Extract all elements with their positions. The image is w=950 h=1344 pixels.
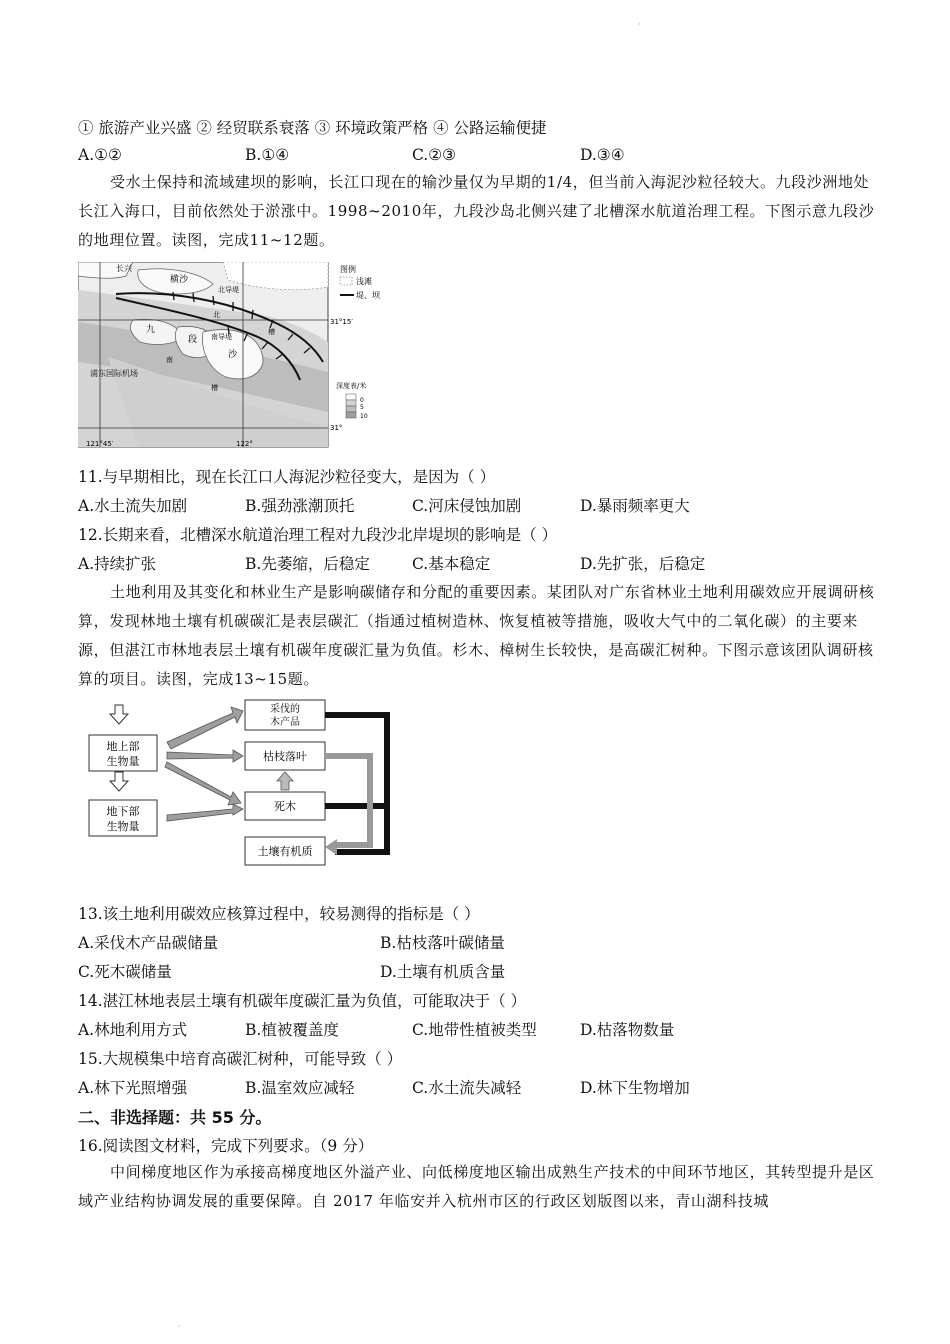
q12-option-d: D.先扩张，后稳定 — [580, 555, 706, 573]
q15-option-b: B.温室效应减轻 — [245, 1079, 355, 1097]
passage-carbon: 土地利用及其变化和林业生产是影响碳储存和分配的重要因素。某团队对广东省林业土地利用碳效应开展调研核算，发现林地土壤有机碳碳汇是表层碳汇（指通过植树造林、恢复植被等措施，吸收大气中的二氧化碳）的主要来源，但湛江市林地表层土壤有机碳年度碳汇量为负值。杉木、樟树生长较快，是高碳汇树种。下图示意该团队调研核算的项目。读图，完成13~15题。 — [78, 583, 875, 688]
flow-wood-line2: 木产品 — [270, 717, 300, 728]
corner-mark: · — [638, 20, 641, 29]
flow-litter: 枯枝落叶 — [263, 750, 307, 763]
flow-soil-organic: 土壤有机质 — [257, 845, 313, 858]
flow-deadwood: 死木 — [274, 800, 296, 813]
q10-option-a: A.①② — [78, 146, 122, 164]
q11-stem: 11.与早期相比，现在长江口人海泥沙粒径变大，是因为（ ） — [78, 468, 496, 486]
flow-aboveground-line1: 地上部 — [106, 740, 140, 753]
map-lon-122: 122° — [236, 440, 253, 448]
map-legend-title: 图例 — [340, 265, 356, 274]
q14-option-a: A.林地利用方式 — [78, 1021, 188, 1039]
q14-option-b: B.植被覆盖度 — [245, 1021, 339, 1039]
q10-statements: ① 旅游产业兴盛 ② 经贸联系衰落 ③ 环境政策严格 ④ 公路运输便捷 — [78, 119, 547, 137]
flow-belowground-line2: 生物量 — [106, 820, 140, 833]
map-label-hengsha: 横沙 — [170, 275, 189, 285]
q13-option-c: C.死木碳储量 — [78, 963, 172, 981]
map-label-duan: 段 — [188, 335, 198, 345]
q16-stem: 16.阅读图文材料，完成下列要求。（9 分） — [78, 1137, 374, 1155]
flow-wood-line1: 采伐的 — [270, 704, 300, 715]
q12-option-b: B.先萎缩，后稳定 — [245, 555, 370, 573]
map-depth-5: 5 — [360, 404, 364, 411]
q11-option-c: C.河床侵蚀加剧 — [412, 497, 522, 515]
section-heading: 二、非选择题：共 55 分。 — [78, 1108, 272, 1127]
q14-stem: 14.湛江林地表层土壤有机碳年度碳汇量为负值，可能取决于（ ） — [78, 992, 527, 1010]
q12-option-a: A.持续扩张 — [78, 555, 157, 573]
map-lat-31: 31° — [330, 424, 343, 432]
q15-option-c: C.水土流失减轻 — [412, 1079, 522, 1097]
q15-stem: 15.大规模集中培育高碳汇树种，可能导致（ ） — [78, 1050, 403, 1068]
footer-mark: · — [178, 1322, 181, 1331]
map-label-north-dike: 北导堤 — [218, 286, 239, 294]
q10-option-d: D.③④ — [580, 146, 625, 164]
map-lon-121-45: 121°45′ — [86, 440, 114, 448]
q11-option-b: B.强劲涨潮顶托 — [245, 497, 355, 515]
carbon-flow-diagram — [85, 697, 395, 869]
flow-aboveground-line2: 生物量 — [106, 755, 140, 768]
passage-gradient-region: 中间梯度地区作为承接高梯度地区外溢产业、向低梯度地区输出成熟生产技术的中间环节地区，其转型提升是区域产业结构协调发展的重要保障。自 2017 年临安并入杭州市区的行政区划版图以来，青山湖科技城 — [78, 1163, 875, 1210]
q15-option-d: D.林下生物增加 — [580, 1079, 690, 1097]
map-legend-depth-title: 深度表/米 — [336, 382, 367, 390]
q15-option-a: A.林下光照增强 — [78, 1079, 188, 1097]
legend-shoal-swatch — [340, 277, 352, 285]
map-label-nan: 南 — [166, 356, 173, 364]
map-legend-dike: 堤、坝 — [356, 291, 380, 300]
map-label-sha: 沙 — [228, 350, 238, 360]
q11-option-a: A.水土流失加剧 — [78, 497, 188, 515]
q10-option-c: C.②③ — [412, 146, 457, 164]
map-label-bei: 北 — [213, 311, 220, 319]
map-label-cao-north: 槽 — [268, 328, 275, 336]
q13-option-a: A.采伐木产品碳储量 — [78, 934, 219, 952]
map-label-changxing: 长兴 — [116, 264, 132, 273]
map-lat-31-15: 31°15′ — [330, 318, 353, 326]
jiuduansha-map — [78, 262, 398, 452]
map-depth-10: 10 — [360, 413, 368, 420]
q13-option-d: D.土壤有机质含量 — [380, 963, 506, 981]
q10-option-b: B.①④ — [245, 146, 290, 164]
map-label-airport: 浦东国际机场 — [90, 369, 138, 378]
map-label-cao-south: 槽 — [211, 384, 218, 392]
map-legend-shoal: 浅滩 — [356, 277, 372, 286]
q13-option-b: B.枯枝落叶碳储量 — [380, 934, 505, 952]
map-label-south-dike: 南导堤 — [211, 333, 232, 341]
q14-option-d: D.枯落物数量 — [580, 1021, 675, 1039]
flow-belowground-line1: 地下部 — [106, 805, 140, 818]
q12-stem: 12.长期来看，北槽深水航道治理工程对九段沙北岸堤坝的影响是（ ） — [78, 526, 558, 544]
map-label-jiu: 九 — [146, 325, 156, 335]
q12-option-c: C.基本稳定 — [412, 555, 491, 573]
q14-option-c: C.地带性植被类型 — [412, 1021, 537, 1039]
passage-jiuduansha: 受水土保持和流域建坝的影响，长江口现在的输沙量仅为早期的1/4，但当前入海泥沙粒径较大。九段沙洲地处长江入海口，目前依然处于淤涨中。1998~2010年，九段沙岛北侧兴建了北槽深水航道治理工程。下图示意九段沙的地理位置。读图，完成11~12题。 — [78, 173, 875, 249]
q13-stem: 13.该土地利用碳效应核算过程中，较易测得的指标是（ ） — [78, 905, 480, 923]
q11-option-d: D.暴雨频率更大 — [580, 497, 690, 515]
map-depth-0: 0 — [360, 397, 364, 404]
